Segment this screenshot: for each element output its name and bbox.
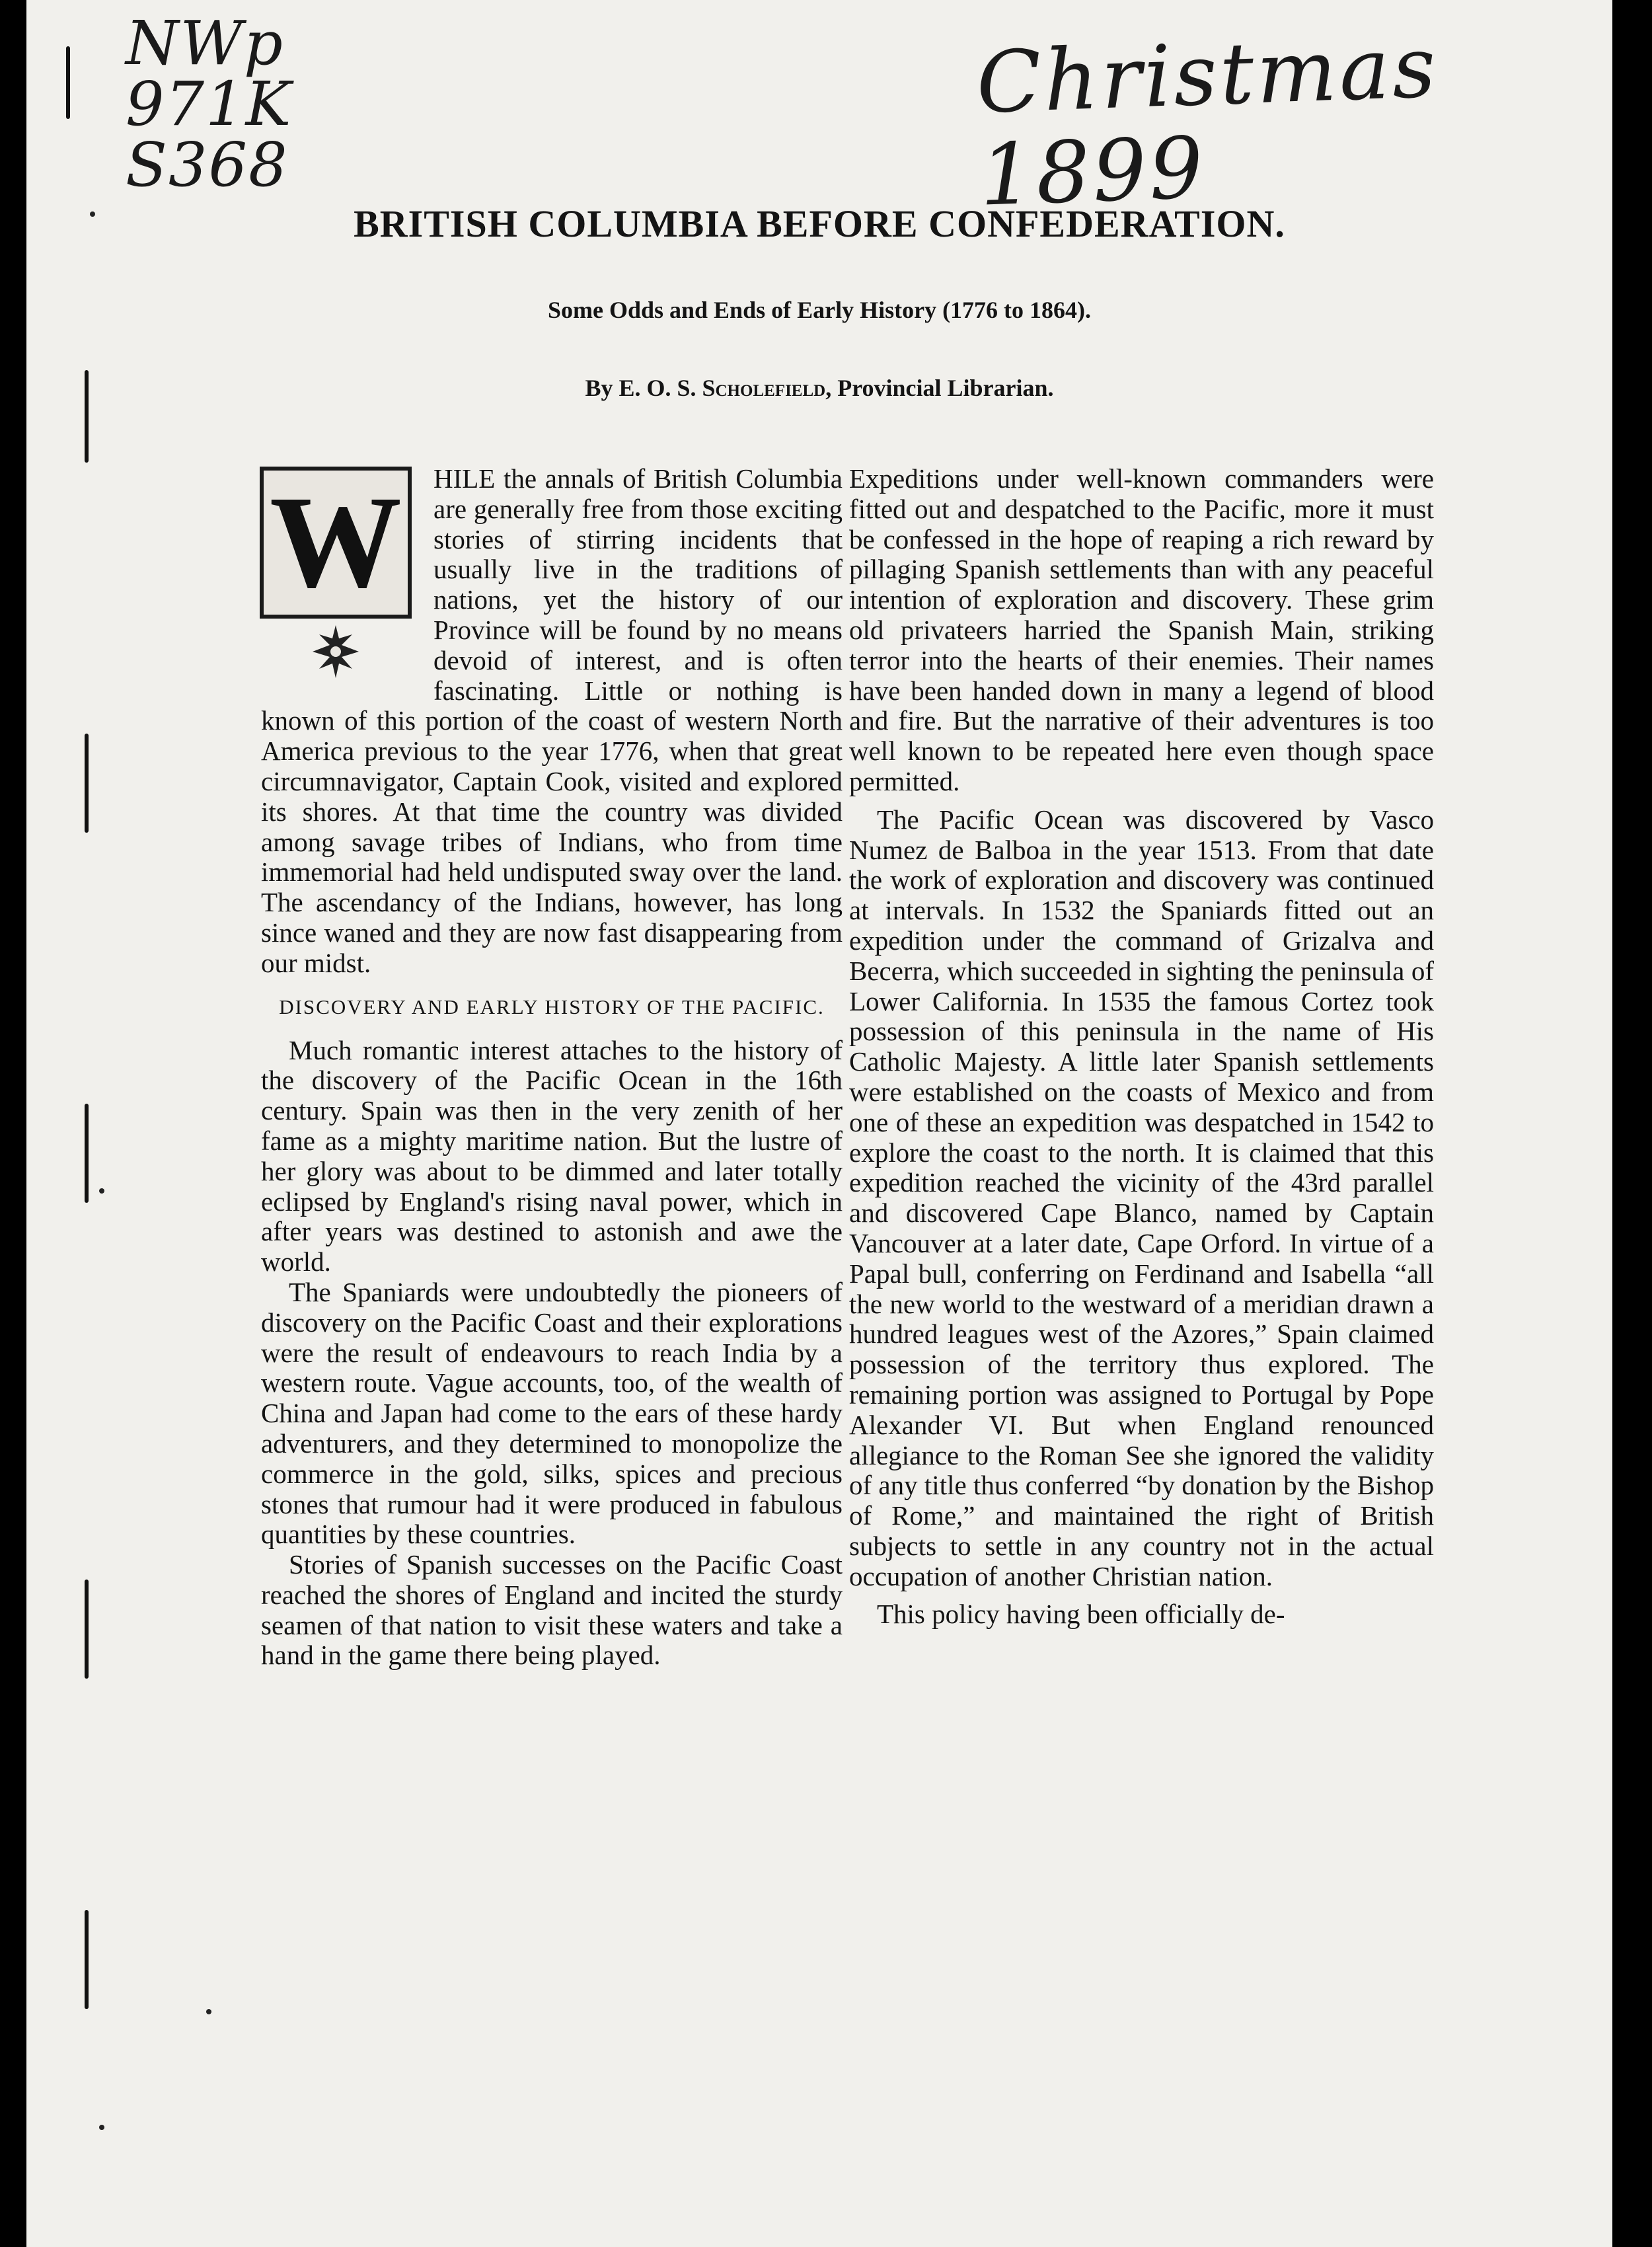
paragraph: Much romantic interest attaches to the history of the discovery of the Pacific Ocean in the 16th century. Spain was then in the very zenith of her fame as a mighty maritime nation. But the lustre of her glory was about to be dimmed and later totally eclipsed by England's rising naval power, which in after years was destined to astonish and awe the world. xyxy=(261,1034,843,1277)
handwritten-call-number xyxy=(126,8,293,200)
handwritten-date-note: Christmas 1899 xyxy=(975,18,1441,225)
scan-dot xyxy=(99,2125,104,2130)
paragraph: Stories of Spanish successes on the Pacific Coast reached the shores of England and incited the sturdy seamen of that nation to visit these waters and take a hand in the game there being played. xyxy=(261,1549,843,1671)
call-number-line: NWp xyxy=(126,8,284,79)
article-subtitle: Some Odds and Ends of Early History (1776 to 1864). xyxy=(547,297,1092,323)
author-name: Scholefield xyxy=(702,375,826,401)
binding-mark xyxy=(66,46,70,119)
scan-dot xyxy=(206,2009,211,2014)
drop-cap xyxy=(260,467,422,685)
paragraph: The Pacific Ocean was discovered by Vasco Numez de Balboa in the year 1513. From that date the work of exploration and discovery was continued at intervals. In 1532 the Spaniards fitted out an expedition under the command of Grizalva and Becerra, which succeeded in sighting the peninsula of Lower California. In 1535 the famous Cortez took possession of this peninsula in the name of His Catholic Majesty. A little later Spanish settlements were established on the coasts of Mexico and from one of these an expedition was despatched in 1542 to explore the coast to the north. It is claimed that this expedition reached the vicinity of the 43rd parallel and discovered Cape Blanco, named by Captain Vancouver at a later date, Cape Orford. In virtue of a Papal bull, conferring on Ferdinand and Isabella “all the new world to the westward of a meridian drawn a hundred leagues west of the Azores,” Spain claimed possession of the territory thus explored. The remaining portion was assigned to Portugal by Pope Alexander VI. But when England renounced allegiance to the Roman See she ignored the validity of any title thus conferred “by donation by the Bishop of Rome,” and maintained the right of British subjects to settle in any country not in the actual occupation of another Christian nation. xyxy=(849,804,1434,1591)
binding-mark xyxy=(85,1580,89,1679)
paragraph: Expeditions under well-known commanders were fitted out and despatched to the Pacific, more it must be confessed in the hope of reaping a rich reward by pillaging Spanish settlements than with any peaceful intention of exploration and discovery. These grim old privateers harried the Spanish Main, striking terror into the hearts of their enemies. Their names have been handed down in many a legend of blood and fire. But the narrative of their adventures is too well known to be repeated here even though space permitted. xyxy=(849,463,1434,796)
paragraph: The Spaniards were undoubtedly the pioneers of discovery on the Pacific Coast and their explorations were the result of endeavours to reach India by a western route. Vague accounts, too, of the wealth of China and Japan had come to the ears of these hardy adventurers, and they determined to monopolize the commerce in the gold, silks, spices and precious stones that rumour had it were produced in fabulous quantities by these countries. xyxy=(261,1276,843,1550)
byline-prefix: By E. O. S. xyxy=(585,375,696,401)
ornament-icon xyxy=(299,625,372,678)
drop-cap-letter: W xyxy=(260,467,412,619)
article-title: BRITISH COLUMBIA BEFORE CONFEDERATION. xyxy=(354,202,1285,245)
section-heading: DISCOVERY AND EARLY HISTORY OF THE PACIFIC. xyxy=(279,995,825,1018)
binding-mark xyxy=(85,734,89,833)
paragraph: HILE the annals of British Columbia are generally free from those exciting stories of stirring incidents that usually live in the traditions of nations, yet the history of our Province will be found by no means devoid of interest, and is often fascinating. Little or nothing is known of this portion of the coast of western North America previous to the year 1776, when that great circumnavigator, Captain Cook, visited and explored its shores. At that time the country was divided among savage tribes of Indians, who from time immemorial had held undisputed sway over the land. The ascendancy of the Indians, however, has long since waned and they are now fast disappearing from our midst. xyxy=(261,463,843,978)
document-page xyxy=(26,0,1612,2247)
binding-mark xyxy=(85,1910,89,2009)
binding-mark xyxy=(85,1104,89,1203)
byline-suffix: , Provincial Librarian. xyxy=(825,375,1054,401)
left-column xyxy=(261,464,843,1671)
call-number-line: S368 xyxy=(126,130,289,200)
call-number-line: 971K xyxy=(126,69,293,139)
byline xyxy=(26,374,1612,402)
right-column xyxy=(849,464,1434,1630)
scan-dot xyxy=(99,1188,104,1194)
paragraph: This policy having been officially de- xyxy=(877,1599,1285,1630)
